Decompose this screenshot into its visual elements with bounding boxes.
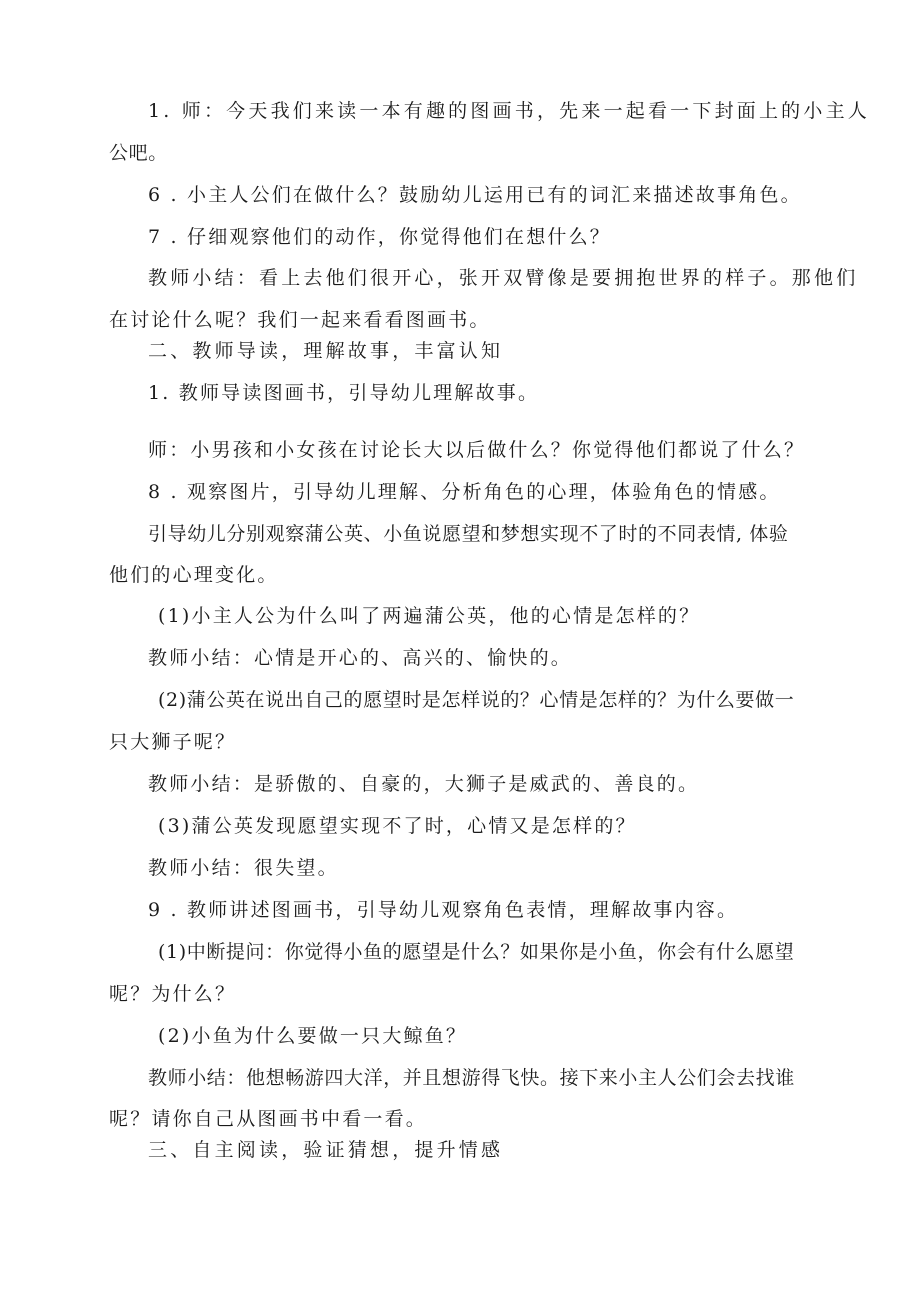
paragraph-line: (1)中断提问：你觉得小鱼的愿望是什么？如果你是小鱼，你会有什么愿望	[158, 941, 795, 963]
paragraph-line: (2)蒲公英在说出自己的愿望时是怎样说的？心情是怎样的？为什么要做一	[158, 689, 795, 711]
section-heading: 三、自主阅读，验证猜想，提升情感	[148, 1139, 504, 1161]
paragraph-line: 只大狮子呢？	[109, 731, 237, 753]
paragraph-line: 他们的心理变化。	[109, 564, 279, 586]
paragraph-line: 教师小结：很失望。	[148, 857, 339, 879]
paragraph-line: 教师小结：心情是开心的、高兴的、愉快的。	[148, 647, 573, 669]
paragraph-line: 教师小结：他想畅游四大洋，并且想游得飞快。接下来小主人公们会去找谁	[148, 1067, 795, 1089]
paragraph-line: 教师小结：看上去他们很开心，张开双臂像是要拥抱世界的样子。那他们	[148, 267, 859, 289]
paragraph-line: (3)蒲公英发现愿望实现不了时，心情又是怎样的？	[158, 815, 637, 837]
paragraph-line: 引导幼儿分别观察蒲公英、小鱼说愿望和梦想实现不了时的不同表情, 体验	[148, 523, 789, 545]
section-heading: 二、教师导读，理解故事，丰富认知	[148, 340, 504, 362]
paragraph-line: 8 . 观察图片，引导幼儿理解、分析角色的心理，体验角色的情感。	[148, 481, 781, 503]
paragraph-line: 师：小男孩和小女孩在讨论长大以后做什么？你觉得他们都说了什么？	[148, 439, 806, 461]
paragraph-line: 呢？为什么？	[109, 983, 237, 1005]
paragraph-line: 在讨论什么呢？我们一起来看看图画书。	[109, 309, 491, 331]
paragraph-line: 9 . 教师讲述图画书，引导幼儿观察角色表情，理解故事内容。	[148, 899, 739, 921]
paragraph-line: (1)小主人公为什么叫了两遍蒲公英，他的心情是怎样的？	[158, 605, 701, 627]
paragraph-line: 教师小结：是骄傲的、自豪的，大狮子是威武的、善良的。	[148, 773, 700, 795]
paragraph-line: 1. 师：今天我们来读一本有趣的图画书，先来一起看一下封面上的小主人	[148, 100, 870, 122]
paragraph-line: 公吧。	[109, 142, 168, 164]
paragraph-line: 呢？请你自己从图画书中看一看。	[109, 1108, 428, 1130]
paragraph-line: 1. 教师导读图画书，引导幼儿理解故事。	[148, 382, 540, 404]
paragraph-line: (2)小鱼为什么要做一只大鲸鱼？	[158, 1025, 468, 1047]
paragraph-line: 6 . 小主人公们在做什么？鼓励幼儿运用已有的词汇来描述故事角色。	[148, 184, 802, 206]
paragraph-line: 7 . 仔细观察他们的动作，你觉得他们在想什么？	[148, 226, 612, 248]
